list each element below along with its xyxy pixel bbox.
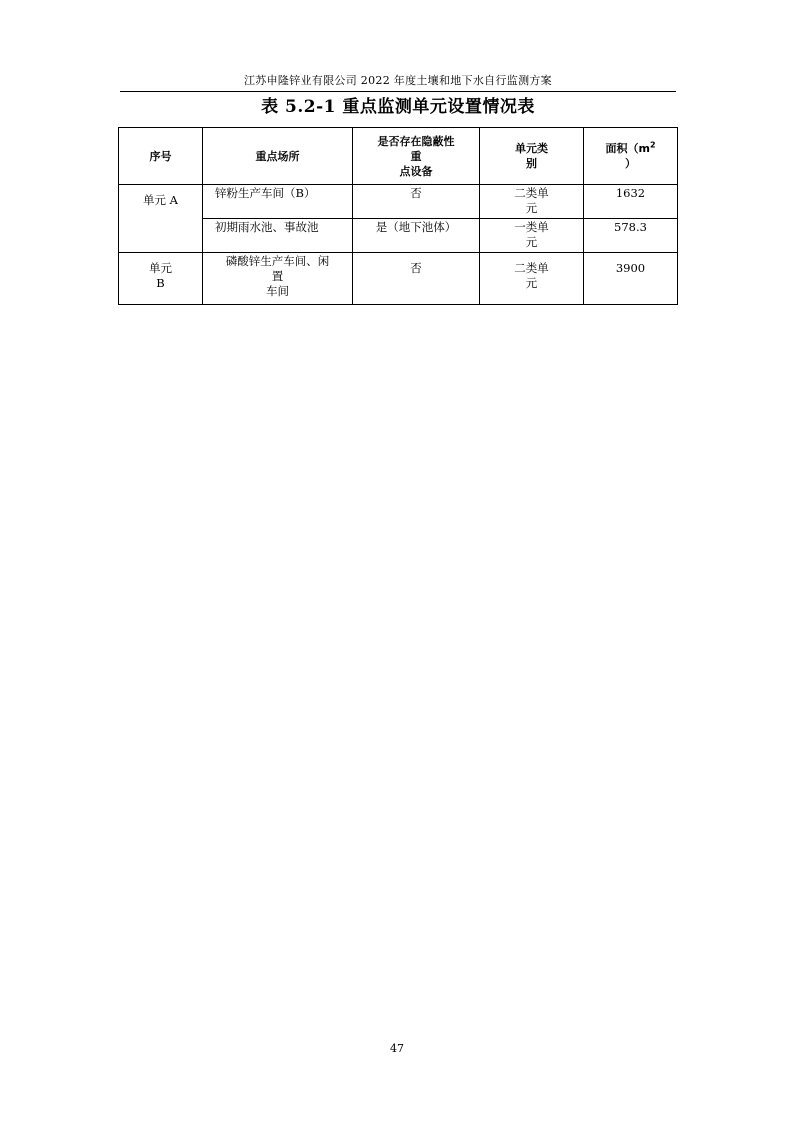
hidden-equipment-cell	[353, 253, 480, 305]
table-row	[119, 185, 678, 219]
column-header-no-label: 序号	[149, 149, 172, 163]
column-header-hidden-line2: 重	[410, 149, 422, 163]
place-cell	[203, 253, 353, 305]
area-value: 1632	[615, 186, 646, 200]
column-header-category-line2: 别	[526, 157, 537, 170]
category-cell	[480, 253, 584, 305]
area-value: 3900	[615, 261, 646, 275]
category-line2: 元	[525, 235, 538, 249]
place-line1: 磷酸锌生产车间、闲	[225, 254, 330, 268]
category-cell	[480, 219, 584, 253]
column-header-category-line1: 单元类	[515, 142, 548, 155]
unit-a-cell	[119, 185, 203, 253]
place-text: 锌粉生产车间（B）	[215, 186, 316, 200]
hidden-equipment-cell	[353, 219, 480, 253]
hidden-equipment-text: 是（地下池体）	[375, 220, 457, 234]
column-header-no	[119, 128, 203, 185]
place-line2: 置	[271, 269, 284, 283]
category-line1: 一类单	[514, 220, 549, 234]
area-value: 578.3	[614, 220, 647, 234]
category-line2: 元	[525, 276, 538, 290]
column-header-area-sup: 2	[649, 140, 656, 150]
column-header-area	[584, 128, 678, 185]
column-header-place-label: 重点场所	[255, 149, 300, 163]
unit-b-cell	[119, 253, 203, 305]
page-number: 47	[390, 1042, 404, 1055]
column-header-category	[480, 128, 584, 185]
column-header-hidden-line1: 是否存在隐蔽性	[377, 134, 455, 148]
place-cell	[203, 185, 353, 219]
table-row	[119, 253, 678, 305]
unit-a-label: 单元 A	[143, 193, 178, 207]
monitoring-unit-table	[118, 127, 678, 305]
place-text: 初期雨水池、事故池	[215, 220, 319, 234]
hidden-equipment-text: 否	[410, 261, 422, 275]
column-header-area-prefix: 面积（m	[605, 142, 650, 155]
hidden-equipment-text: 否	[410, 186, 422, 200]
header-divider	[120, 91, 676, 92]
hidden-equipment-cell	[353, 185, 480, 219]
area-cell	[584, 219, 678, 253]
column-header-hidden-equipment	[353, 128, 480, 185]
unit-b-label-line1: 单元	[149, 261, 172, 275]
area-cell	[584, 253, 678, 305]
category-line1: 二类单	[514, 261, 549, 275]
running-header: 江苏申隆锌业有限公司 2022 年度土壤和地下水自行监测方案	[244, 74, 552, 87]
category-line2: 元	[525, 201, 538, 215]
place-cell	[203, 219, 353, 253]
column-header-area-suffix: ）	[625, 157, 636, 170]
column-header-place	[203, 128, 353, 185]
column-header-hidden-line3: 点设备	[399, 164, 433, 178]
category-line1: 二类单	[514, 186, 549, 200]
place-line3: 车间	[266, 284, 289, 298]
unit-b-label-line2: B	[156, 276, 165, 290]
table-title: 表 5.2-1 重点监测单元设置情况表	[261, 97, 535, 117]
table-header-row	[119, 128, 678, 185]
area-cell	[584, 185, 678, 219]
category-cell	[480, 185, 584, 219]
table-row	[119, 219, 678, 253]
